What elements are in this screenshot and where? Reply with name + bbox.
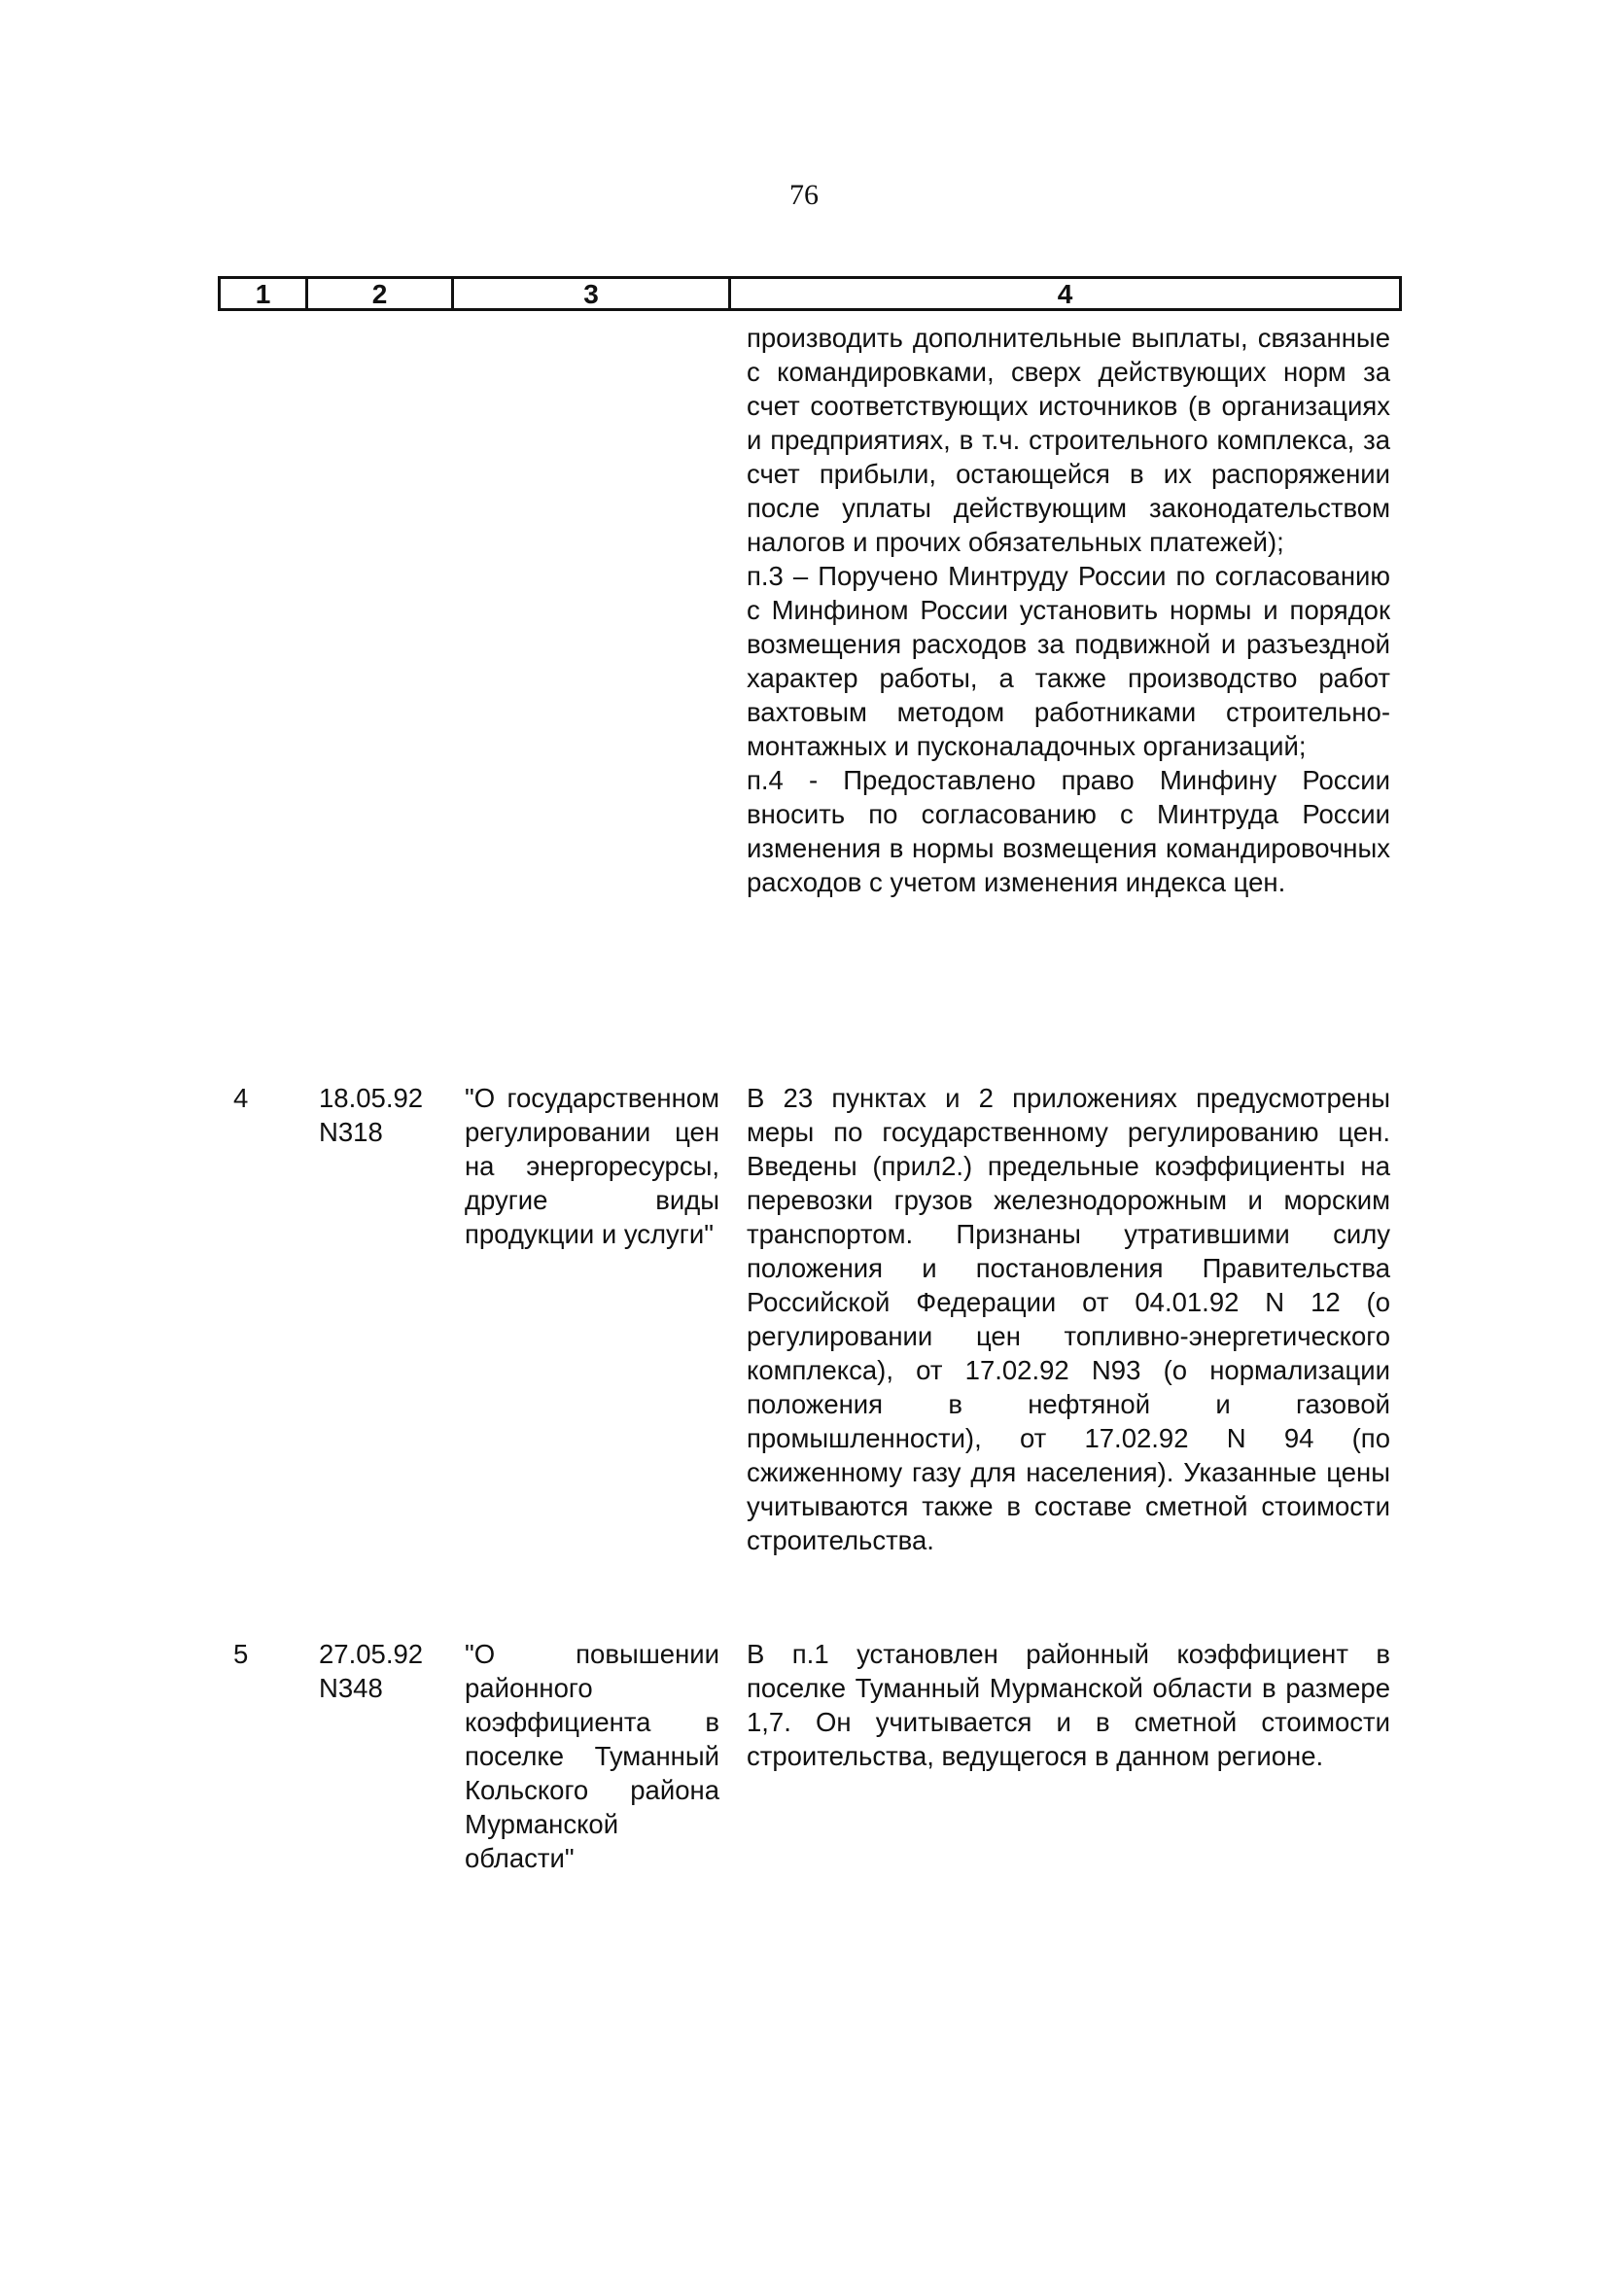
row-number: 5 xyxy=(233,1639,249,1669)
row-title: "О государственном регулировании цен на энергоресурсы, другие виды продукции и услуги" xyxy=(465,1083,719,1249)
row-description: В 23 пунктах и 2 приложениях предусмотрены меры по государственному регулированию цен. Введены (прил2.) предельные коэффициенты на перевозки грузов железнодорожным и морским транспортом. Признаны утратившими силу положения и постановления Правительства Российской Федерации от 04.01.92 N 12 (о регулировании цен топливно-энергетического комплекса), от 17.02.92 N93 (о нормализации положения в нефтяной и газовой промышленности), от 17.02.92 N 94 (по сжиженному газу для населения). Указанные цены учитываются также в составе сметной стоимости строительства. xyxy=(747,1083,1390,1555)
continuation-paragraph: п.3 – Поручено Минтруду России по согласованию с Минфином России установить нормы и порядок возмещения расходов за подвижной и разъездной характер работы, а также производство работ вахтовым методом работниками строительно-монтажных и пусконаладочных организаций; xyxy=(747,561,1390,761)
row-date-cell xyxy=(319,1637,455,1705)
row-number: 4 xyxy=(233,1083,249,1113)
continuation-text xyxy=(747,321,1390,899)
header-col-4: 4 xyxy=(1057,279,1073,309)
header-col-1: 1 xyxy=(221,279,308,308)
row-title: "О повышении районного коэффициента в поселке Туманный Кольского района Мурманской области" xyxy=(465,1639,719,1873)
table-header xyxy=(218,276,1402,311)
header-col-2: 2 xyxy=(308,279,454,308)
row-doc-number: N318 xyxy=(319,1117,383,1147)
row-date: 27.05.92 xyxy=(319,1639,424,1669)
row-date-cell xyxy=(319,1081,455,1149)
row-doc-number: N348 xyxy=(319,1673,383,1703)
row-date: 18.05.92 xyxy=(319,1083,424,1113)
row-description: В п.1 установлен районный коэффициент в поселке Туманный Мурманской области в размере 1,7. Он учитывается и в сметной стоимости строительства, ведущегося в данном регионе. xyxy=(747,1639,1390,1771)
page-number: 76 xyxy=(789,179,819,211)
continuation-paragraph: п.4 - Предоставлено право Минфину России вносить по согласованию с Минтруда России изменения в нормы возмещения командировочных расходов с учетом изменения индекса цен. xyxy=(747,765,1390,897)
header-col-3: 3 xyxy=(454,279,731,308)
continuation-paragraph: производить дополнительные выплаты, связанные с командировками, сверх действующих норм за счет соответствующих источников (в организациях и предприятиях, в т.ч. строительного комплекса, за счет прибыли, остающейся в их распоряжении после уплаты действующим законодательством налогов и прочих обязательных платежей); xyxy=(747,323,1390,557)
